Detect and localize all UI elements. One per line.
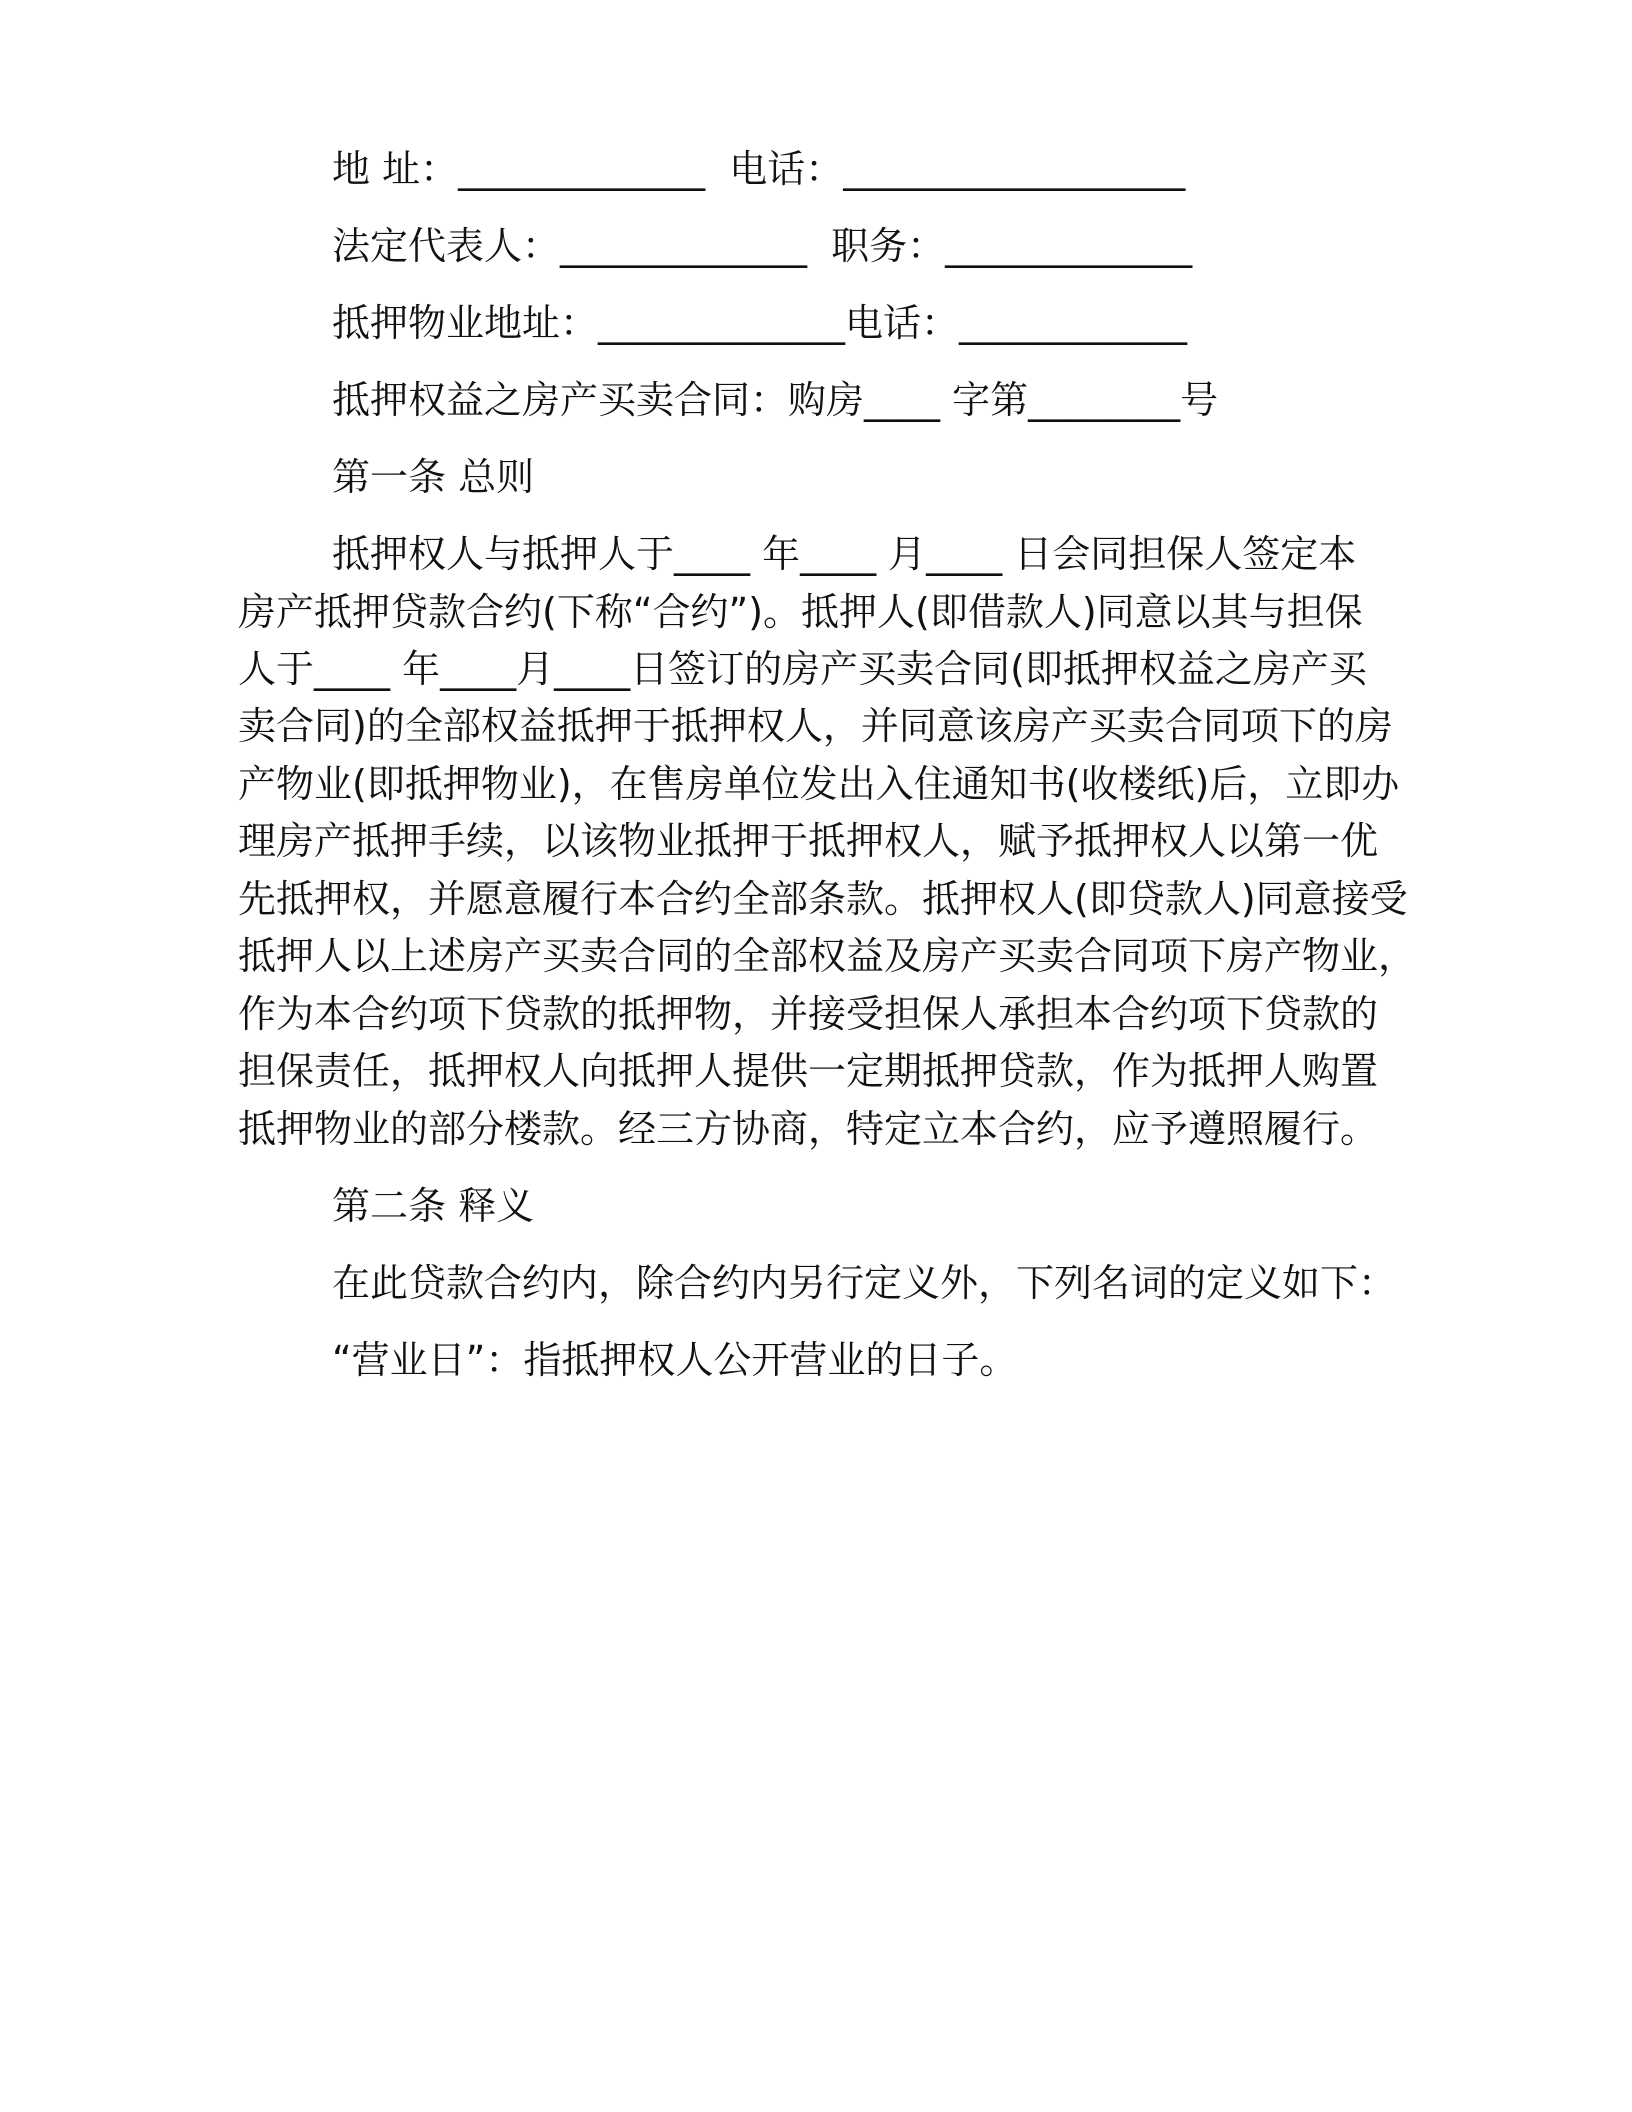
article-1-line: 理房产抵押手续，以该物业抵押于抵押权人，赋予抵押权人以第一优 xyxy=(238,819,1379,863)
address-phone-field: 地 址：_____________ 电话：__________________ xyxy=(332,147,1186,191)
legal-representative-position-field: 法定代表人：_____________ 职务：_____________ xyxy=(332,224,1193,268)
mortgage-property-address-phone-field: 抵押物业地址：_____________电话：____________ xyxy=(332,301,1188,345)
article-1-line: 抵押人以上述房产买卖合同的全部权益及房产买卖合同项下房产物业， xyxy=(238,934,1417,978)
article-1-line: 人于____ 年____月____日签订的房产买卖合同(即抵押权益之房产买 xyxy=(238,647,1367,691)
article-1-line: 抵押物业的部分楼款。经三方协商，特定立本合约，应予遵照履行。 xyxy=(238,1107,1379,1151)
article-1-line: 先抵押权，并愿意履行本合约全部条款。抵押权人(即贷款人)同意接受 xyxy=(238,877,1408,921)
article-1-line: 卖合同)的全部权益抵押于抵押权人，并同意该房产买卖合同项下的房 xyxy=(238,704,1393,748)
article-1-line: 房产抵押贷款合约(下称“合约”)。抵押人(即借款人)同意以其与担保 xyxy=(238,590,1363,634)
article-1-line: 产物业(即抵押物业)，在售房单位发出入住通知书(收楼纸)后，立即办 xyxy=(238,762,1400,806)
article-1-line: 抵押权人与抵押人于____ 年____ 月____ 日会同担保人签定本 xyxy=(332,532,1357,576)
article-2-heading: 第二条 释义 xyxy=(332,1184,535,1228)
business-day-definition: “营业日”：指抵押权人公开营业的日子。 xyxy=(332,1338,1018,1382)
article-1-line: 担保责任，抵押权人向抵押人提供一定期抵押贷款，作为抵押人购置 xyxy=(238,1049,1379,1093)
purchase-contract-number-field: 抵押权益之房产买卖合同：购房____ 字第________号 xyxy=(332,378,1219,422)
article-2-intro: 在此贷款合约内，除合约内另行定义外，下列名词的定义如下： xyxy=(332,1261,1397,1305)
article-1-line: 作为本合约项下贷款的抵押物，并接受担保人承担本合约项下贷款的 xyxy=(238,992,1379,1036)
article-1-heading: 第一条 总则 xyxy=(332,455,535,499)
